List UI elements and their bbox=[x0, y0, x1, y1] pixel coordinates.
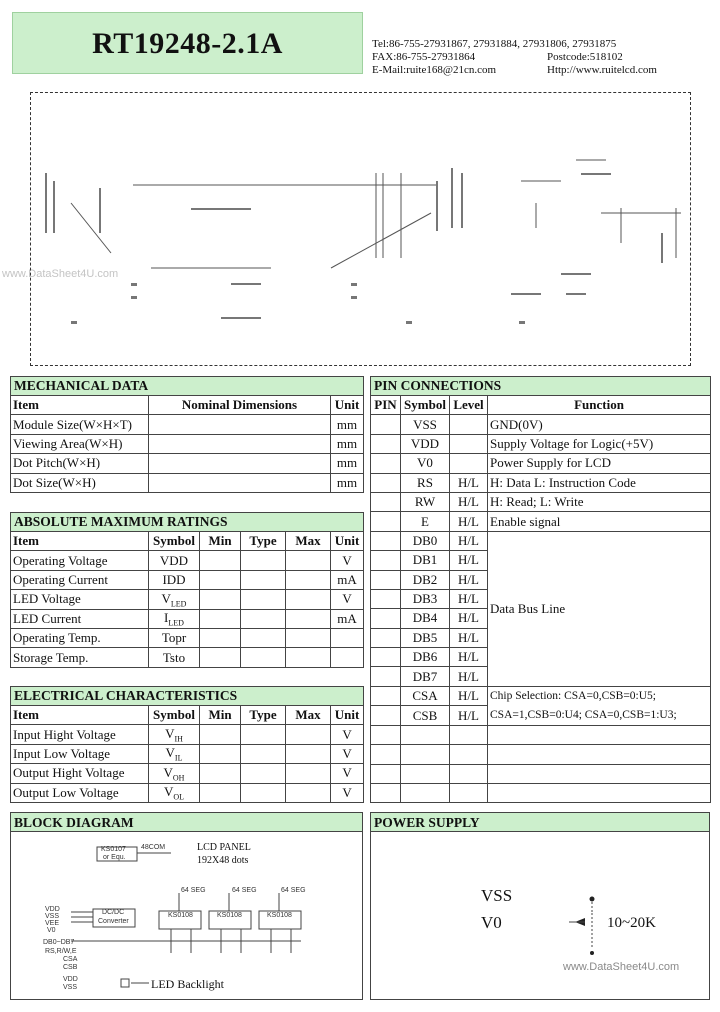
abs-unit: V bbox=[331, 551, 364, 570]
pin-symbol: VSS bbox=[401, 415, 450, 434]
table-row bbox=[11, 725, 364, 744]
postcode: Postcode:518102 bbox=[547, 51, 623, 63]
abs-min bbox=[200, 609, 241, 628]
pin-level: H/L bbox=[450, 648, 488, 667]
pin-number bbox=[371, 473, 401, 492]
pin-function: Enable signal bbox=[488, 512, 711, 531]
pin-level bbox=[450, 784, 488, 803]
absolute-table bbox=[10, 512, 364, 668]
vss-label: VSS bbox=[45, 913, 60, 920]
pin-function: GND(0V) bbox=[488, 415, 711, 434]
pin-symbol: E bbox=[401, 512, 450, 531]
table-row bbox=[11, 609, 364, 628]
abs-unit: mA bbox=[331, 570, 364, 589]
abs-symbol-sub: LED bbox=[168, 618, 184, 628]
elec-item: Input Low Voltage bbox=[11, 744, 149, 763]
abs-min bbox=[200, 590, 241, 609]
mech-value bbox=[149, 415, 331, 434]
mark-1 bbox=[131, 283, 137, 286]
abs-symbol bbox=[149, 609, 200, 628]
abs-unit bbox=[331, 628, 364, 647]
elec-col-unit: Unit bbox=[331, 706, 364, 725]
pin-number bbox=[371, 531, 401, 550]
pin-function: H: Read; L: Write bbox=[488, 492, 711, 511]
chip-select-line-2: CSA=1,CSB=0:U4; CSA=0,CSB=1:U3; bbox=[490, 708, 677, 721]
abs-min bbox=[200, 570, 241, 589]
table-row bbox=[371, 725, 711, 744]
seg-label-2: 64 SEG bbox=[232, 887, 257, 894]
mech-item: Dot Size(W×H) bbox=[11, 473, 149, 492]
abs-type bbox=[241, 648, 286, 667]
table-row bbox=[371, 764, 711, 783]
elec-col-min: Min bbox=[200, 706, 241, 725]
mark-12 bbox=[561, 273, 591, 275]
abs-symbol bbox=[149, 570, 200, 589]
mark-2 bbox=[131, 296, 137, 299]
pin-symbol: RS bbox=[401, 473, 450, 492]
table-row bbox=[11, 744, 364, 763]
com-label: 48COM bbox=[141, 844, 166, 851]
website: Http://www.ruitelcd.com bbox=[547, 64, 657, 76]
elec-min bbox=[200, 744, 241, 763]
elec-min bbox=[200, 764, 241, 783]
mark-5 bbox=[71, 321, 77, 324]
resistor-value: 10~20K bbox=[607, 915, 656, 931]
v0-text: V0 bbox=[481, 913, 502, 932]
vss2-label: VSS bbox=[63, 984, 78, 991]
csa-label: CSA bbox=[63, 956, 78, 963]
absolute-body bbox=[11, 551, 364, 667]
pin-symbol: VDD bbox=[401, 434, 450, 453]
pin-symbol: RW bbox=[401, 492, 450, 511]
pin-symbol: V0 bbox=[401, 454, 450, 473]
abs-symbol-text: Topr bbox=[161, 630, 187, 646]
elec-symbol-text: V bbox=[165, 725, 175, 741]
drawing-svg bbox=[31, 93, 692, 367]
table-row bbox=[11, 473, 364, 492]
seg-label-3: 64 SEG bbox=[281, 887, 306, 894]
elec-col-symbol: Symbol bbox=[149, 706, 200, 725]
elec-symbol bbox=[149, 783, 200, 802]
elec-type bbox=[241, 744, 286, 763]
pin-symbol: DB5 bbox=[401, 628, 450, 647]
pin-symbol: DB1 bbox=[401, 551, 450, 570]
elec-unit: V bbox=[331, 783, 364, 802]
table-row bbox=[371, 415, 711, 434]
abs-symbol-text: VDD bbox=[159, 552, 189, 568]
abs-item: Operating Temp. bbox=[11, 628, 149, 647]
dotline-5 bbox=[451, 168, 453, 228]
bottom-node bbox=[590, 951, 594, 955]
abs-symbol-text: IDD bbox=[162, 571, 186, 587]
table-row bbox=[11, 415, 364, 434]
table-row bbox=[371, 492, 711, 511]
elec-min bbox=[200, 725, 241, 744]
table-row bbox=[371, 686, 711, 706]
elec-unit: V bbox=[331, 744, 364, 763]
led-box bbox=[121, 979, 129, 987]
abs-max bbox=[286, 648, 331, 667]
pin-level: H/L bbox=[450, 686, 488, 706]
mech-value bbox=[149, 454, 331, 473]
watermark-top: www.DataSheet4U.com bbox=[2, 268, 119, 280]
abs-symbol bbox=[149, 648, 200, 667]
pin-level bbox=[450, 415, 488, 434]
pin-col-symbol: Symbol bbox=[401, 396, 450, 415]
abs-symbol-sub: LED bbox=[170, 599, 187, 609]
elec-type bbox=[241, 764, 286, 783]
mark-10 bbox=[221, 317, 261, 319]
contact-info bbox=[372, 38, 712, 77]
elec-symbol-sub: OH bbox=[172, 773, 185, 783]
table-row bbox=[371, 745, 711, 764]
mech-unit: mm bbox=[331, 454, 364, 473]
dotline-6 bbox=[461, 173, 463, 228]
table-row bbox=[11, 434, 364, 453]
mech-value bbox=[149, 434, 331, 453]
pin-symbol: DB7 bbox=[401, 667, 450, 686]
table-row bbox=[11, 648, 364, 667]
pin-symbol: DB2 bbox=[401, 570, 450, 589]
table-row bbox=[11, 454, 364, 473]
abs-max bbox=[286, 609, 331, 628]
abs-col-unit: Unit bbox=[331, 532, 364, 551]
seg-label-1: 64 SEG bbox=[181, 887, 206, 894]
elec-item: Input Hight Voltage bbox=[11, 725, 149, 744]
abs-max bbox=[286, 590, 331, 609]
pin-number bbox=[371, 686, 401, 706]
pin-number bbox=[371, 725, 401, 744]
table-row bbox=[11, 764, 364, 783]
mech-value bbox=[149, 473, 331, 492]
elec-max bbox=[286, 725, 331, 744]
abs-col-symbol: Symbol bbox=[149, 532, 200, 551]
abs-min bbox=[200, 648, 241, 667]
ks0108-label-1: KS0108 bbox=[168, 912, 193, 919]
v0-label: V0 bbox=[47, 927, 56, 934]
elec-col-type: Type bbox=[241, 706, 286, 725]
abs-min bbox=[200, 551, 241, 570]
pin-number bbox=[371, 628, 401, 647]
abs-symbol bbox=[149, 628, 200, 647]
abs-type bbox=[241, 570, 286, 589]
pin-function: Power Supply for LCD bbox=[488, 454, 711, 473]
block-title: BLOCK DIAGRAM bbox=[11, 813, 362, 832]
elec-symbol-sub: OL bbox=[173, 792, 185, 802]
pin-symbol: DB0 bbox=[401, 531, 450, 550]
table-row bbox=[371, 531, 711, 550]
pin-number bbox=[371, 570, 401, 589]
pin-level: H/L bbox=[450, 667, 488, 686]
mark-3 bbox=[351, 283, 357, 286]
abs-symbol-text: I bbox=[164, 609, 169, 625]
pin-symbol bbox=[401, 745, 450, 764]
elec-type bbox=[241, 725, 286, 744]
pin-col-function: Function bbox=[488, 396, 711, 415]
abs-unit: V bbox=[331, 590, 364, 609]
pin-symbol: DB3 bbox=[401, 589, 450, 608]
pin-symbol: DB6 bbox=[401, 648, 450, 667]
elec-symbol bbox=[149, 764, 200, 783]
table-row bbox=[11, 551, 364, 570]
rsrwe-label: RS,R/W,E bbox=[45, 948, 77, 955]
mech-col-unit: Unit bbox=[331, 396, 364, 415]
pin-level: H/L bbox=[450, 512, 488, 531]
mark-9 bbox=[231, 283, 261, 285]
abs-col-min: Min bbox=[200, 532, 241, 551]
csb-label: CSB bbox=[63, 964, 78, 971]
pin-level bbox=[450, 725, 488, 744]
elec-col-item: Item bbox=[11, 706, 149, 725]
pin-body bbox=[371, 415, 711, 803]
lcd-panel-label: LCD PANEL bbox=[197, 842, 251, 853]
elec-min bbox=[200, 783, 241, 802]
abs-min bbox=[200, 628, 241, 647]
abs-unit bbox=[331, 648, 364, 667]
watermark-bottom: www.DataSheet4U.com bbox=[563, 961, 680, 973]
elec-symbol-text: V bbox=[163, 783, 174, 799]
abs-symbol-text: Tsto bbox=[162, 649, 186, 665]
mech-unit: mm bbox=[331, 473, 364, 492]
pin-level bbox=[450, 764, 488, 783]
abs-unit: mA bbox=[331, 609, 364, 628]
abs-item: Operating Current bbox=[11, 570, 149, 589]
pin-number bbox=[371, 667, 401, 686]
pin-symbol: DB4 bbox=[401, 609, 450, 628]
pin-level: H/L bbox=[450, 589, 488, 608]
mechanical-drawing bbox=[30, 92, 691, 366]
chip-select-line-1: Chip Selection: CSA=0,CSB=0:U5; bbox=[490, 689, 657, 702]
pin-col-level: Level bbox=[450, 396, 488, 415]
pin-symbol bbox=[401, 725, 450, 744]
pin-number bbox=[371, 454, 401, 473]
elec-type bbox=[241, 783, 286, 802]
table-row bbox=[11, 783, 364, 802]
pin-number bbox=[371, 745, 401, 764]
pin-level: H/L bbox=[450, 492, 488, 511]
mech-col-item: Item bbox=[11, 396, 149, 415]
elec-item: Output Hight Voltage bbox=[11, 764, 149, 783]
pin-number bbox=[371, 415, 401, 434]
abs-item: LED Voltage bbox=[11, 590, 149, 609]
pin-number bbox=[371, 589, 401, 608]
pin-number bbox=[371, 551, 401, 570]
abs-symbol-text: V bbox=[161, 590, 171, 606]
pin-number bbox=[371, 609, 401, 628]
pin-number bbox=[371, 706, 401, 726]
elec-symbol bbox=[149, 744, 200, 763]
ks0108-label-2: KS0108 bbox=[217, 912, 242, 919]
abs-item: Operating Voltage bbox=[11, 551, 149, 570]
pin-level: H/L bbox=[450, 628, 488, 647]
drawing-lines bbox=[71, 160, 681, 268]
elec-item: Output Low Voltage bbox=[11, 783, 149, 802]
pin-level: H/L bbox=[450, 531, 488, 550]
pin-level: H/L bbox=[450, 473, 488, 492]
mark-15 bbox=[661, 233, 663, 263]
diag-left bbox=[71, 203, 111, 253]
mark-8 bbox=[581, 173, 611, 175]
vdd2-label: VDD bbox=[63, 976, 78, 983]
dotline-3 bbox=[99, 188, 101, 233]
pin-symbol: CSA bbox=[401, 686, 450, 706]
table-row bbox=[371, 512, 711, 531]
dotline-4 bbox=[436, 181, 438, 231]
absolute-title: ABSOLUTE MAXIMUM RATINGS bbox=[11, 513, 364, 532]
pin-col-pin: PIN bbox=[371, 396, 401, 415]
pin-function bbox=[488, 725, 711, 744]
table-row bbox=[371, 473, 711, 492]
vdd-label: VDD bbox=[45, 906, 60, 913]
pin-number bbox=[371, 512, 401, 531]
chip-select-function bbox=[488, 686, 711, 725]
mark-4 bbox=[351, 296, 357, 299]
tel: Tel:86-755-27931867, 27931884, 27931806, 27931875 bbox=[372, 38, 617, 50]
elec-symbol-text: V bbox=[165, 745, 175, 761]
electrical-body bbox=[11, 725, 364, 803]
data-bus-function: Data Bus Line bbox=[488, 531, 711, 686]
table-row bbox=[11, 628, 364, 647]
pin-number bbox=[371, 648, 401, 667]
drawing-dots bbox=[45, 168, 663, 324]
mechanical-table bbox=[10, 376, 364, 493]
pin-level bbox=[450, 454, 488, 473]
ks0107-label: KS0107 bbox=[101, 846, 126, 853]
pin-level: H/L bbox=[450, 706, 488, 726]
dotline-1 bbox=[45, 173, 47, 233]
pin-level bbox=[450, 434, 488, 453]
elec-max bbox=[286, 764, 331, 783]
model-title: RT19248-2.1A bbox=[92, 27, 283, 60]
pin-level: H/L bbox=[450, 609, 488, 628]
table-row bbox=[371, 784, 711, 803]
elec-symbol-text: V bbox=[163, 764, 173, 780]
pin-table bbox=[370, 376, 711, 803]
abs-col-type: Type bbox=[241, 532, 286, 551]
converter-label: Converter bbox=[98, 918, 129, 925]
elec-unit: V bbox=[331, 764, 364, 783]
db-label: DB0~DB7 bbox=[43, 939, 75, 946]
pin-number bbox=[371, 764, 401, 783]
mark-7 bbox=[519, 321, 525, 324]
abs-symbol bbox=[149, 590, 200, 609]
table-row bbox=[11, 590, 364, 609]
mark-11 bbox=[191, 208, 251, 210]
pin-number bbox=[371, 492, 401, 511]
electrical-table bbox=[10, 686, 364, 803]
pin-function: H: Data L: Instruction Code bbox=[488, 473, 711, 492]
abs-item: Storage Temp. bbox=[11, 648, 149, 667]
table-row bbox=[11, 570, 364, 589]
fax: FAX:86-755-27931864 bbox=[372, 51, 476, 63]
mark-14 bbox=[566, 293, 586, 295]
mech-col-dim: Nominal Dimensions bbox=[149, 396, 331, 415]
pin-function: Supply Voltage for Logic(+5V) bbox=[488, 434, 711, 453]
abs-symbol bbox=[149, 551, 200, 570]
vss-text: VSS bbox=[481, 886, 513, 905]
elec-symbol-sub: IH bbox=[174, 734, 183, 744]
pin-function bbox=[488, 784, 711, 803]
mark-6 bbox=[406, 321, 412, 324]
mark-13 bbox=[511, 293, 541, 295]
led-label: LED Backlight bbox=[151, 977, 224, 991]
abs-col-item: Item bbox=[11, 532, 149, 551]
table-row bbox=[371, 434, 711, 453]
email: E-Mail:ruite168@21cn.com bbox=[372, 64, 497, 76]
pin-level bbox=[450, 745, 488, 764]
table-row bbox=[371, 454, 711, 473]
block-diagram-panel bbox=[10, 812, 363, 1000]
elec-symbol bbox=[149, 725, 200, 744]
abs-max bbox=[286, 551, 331, 570]
pin-number bbox=[371, 784, 401, 803]
pin-symbol: CSB bbox=[401, 706, 450, 726]
pin-level: H/L bbox=[450, 570, 488, 589]
elec-unit: V bbox=[331, 725, 364, 744]
dots-label: 192X48 dots bbox=[197, 855, 249, 866]
pin-number bbox=[371, 434, 401, 453]
electrical-title: ELECTRICAL CHARACTERISTICS bbox=[11, 687, 364, 706]
title-box bbox=[12, 12, 363, 74]
pin-function bbox=[488, 764, 711, 783]
elec-max bbox=[286, 783, 331, 802]
elec-symbol-sub: IL bbox=[174, 753, 183, 763]
pin-function bbox=[488, 745, 711, 764]
abs-type bbox=[241, 551, 286, 570]
pin-symbol bbox=[401, 764, 450, 783]
elec-max bbox=[286, 744, 331, 763]
abs-type bbox=[241, 628, 286, 647]
pin-symbol bbox=[401, 784, 450, 803]
elec-col-max: Max bbox=[286, 706, 331, 725]
mech-unit: mm bbox=[331, 434, 364, 453]
mech-item: Dot Pitch(W×H) bbox=[11, 454, 149, 473]
mech-item: Viewing Area(W×H) bbox=[11, 434, 149, 453]
dcdc-label: DC/DC bbox=[102, 909, 125, 916]
mech-unit: mm bbox=[331, 415, 364, 434]
dotline-2 bbox=[53, 181, 55, 233]
abs-max bbox=[286, 570, 331, 589]
abs-col-max: Max bbox=[286, 532, 331, 551]
abs-max bbox=[286, 628, 331, 647]
or-equ-label: or Equ. bbox=[103, 854, 126, 861]
abs-type bbox=[241, 590, 286, 609]
vee-label: VEE bbox=[45, 920, 60, 927]
top-node bbox=[590, 897, 595, 902]
mech-item: Module Size(W×H×T) bbox=[11, 415, 149, 434]
abs-item: LED Current bbox=[11, 609, 149, 628]
mechanical-title: MECHANICAL DATA bbox=[11, 377, 364, 396]
abs-type bbox=[241, 609, 286, 628]
diag-line bbox=[331, 213, 431, 268]
power-title: POWER SUPPLY bbox=[371, 813, 709, 832]
pin-level: H/L bbox=[450, 551, 488, 570]
pin-title: PIN CONNECTIONS bbox=[371, 377, 711, 396]
ks0108-label-3: KS0108 bbox=[267, 912, 292, 919]
